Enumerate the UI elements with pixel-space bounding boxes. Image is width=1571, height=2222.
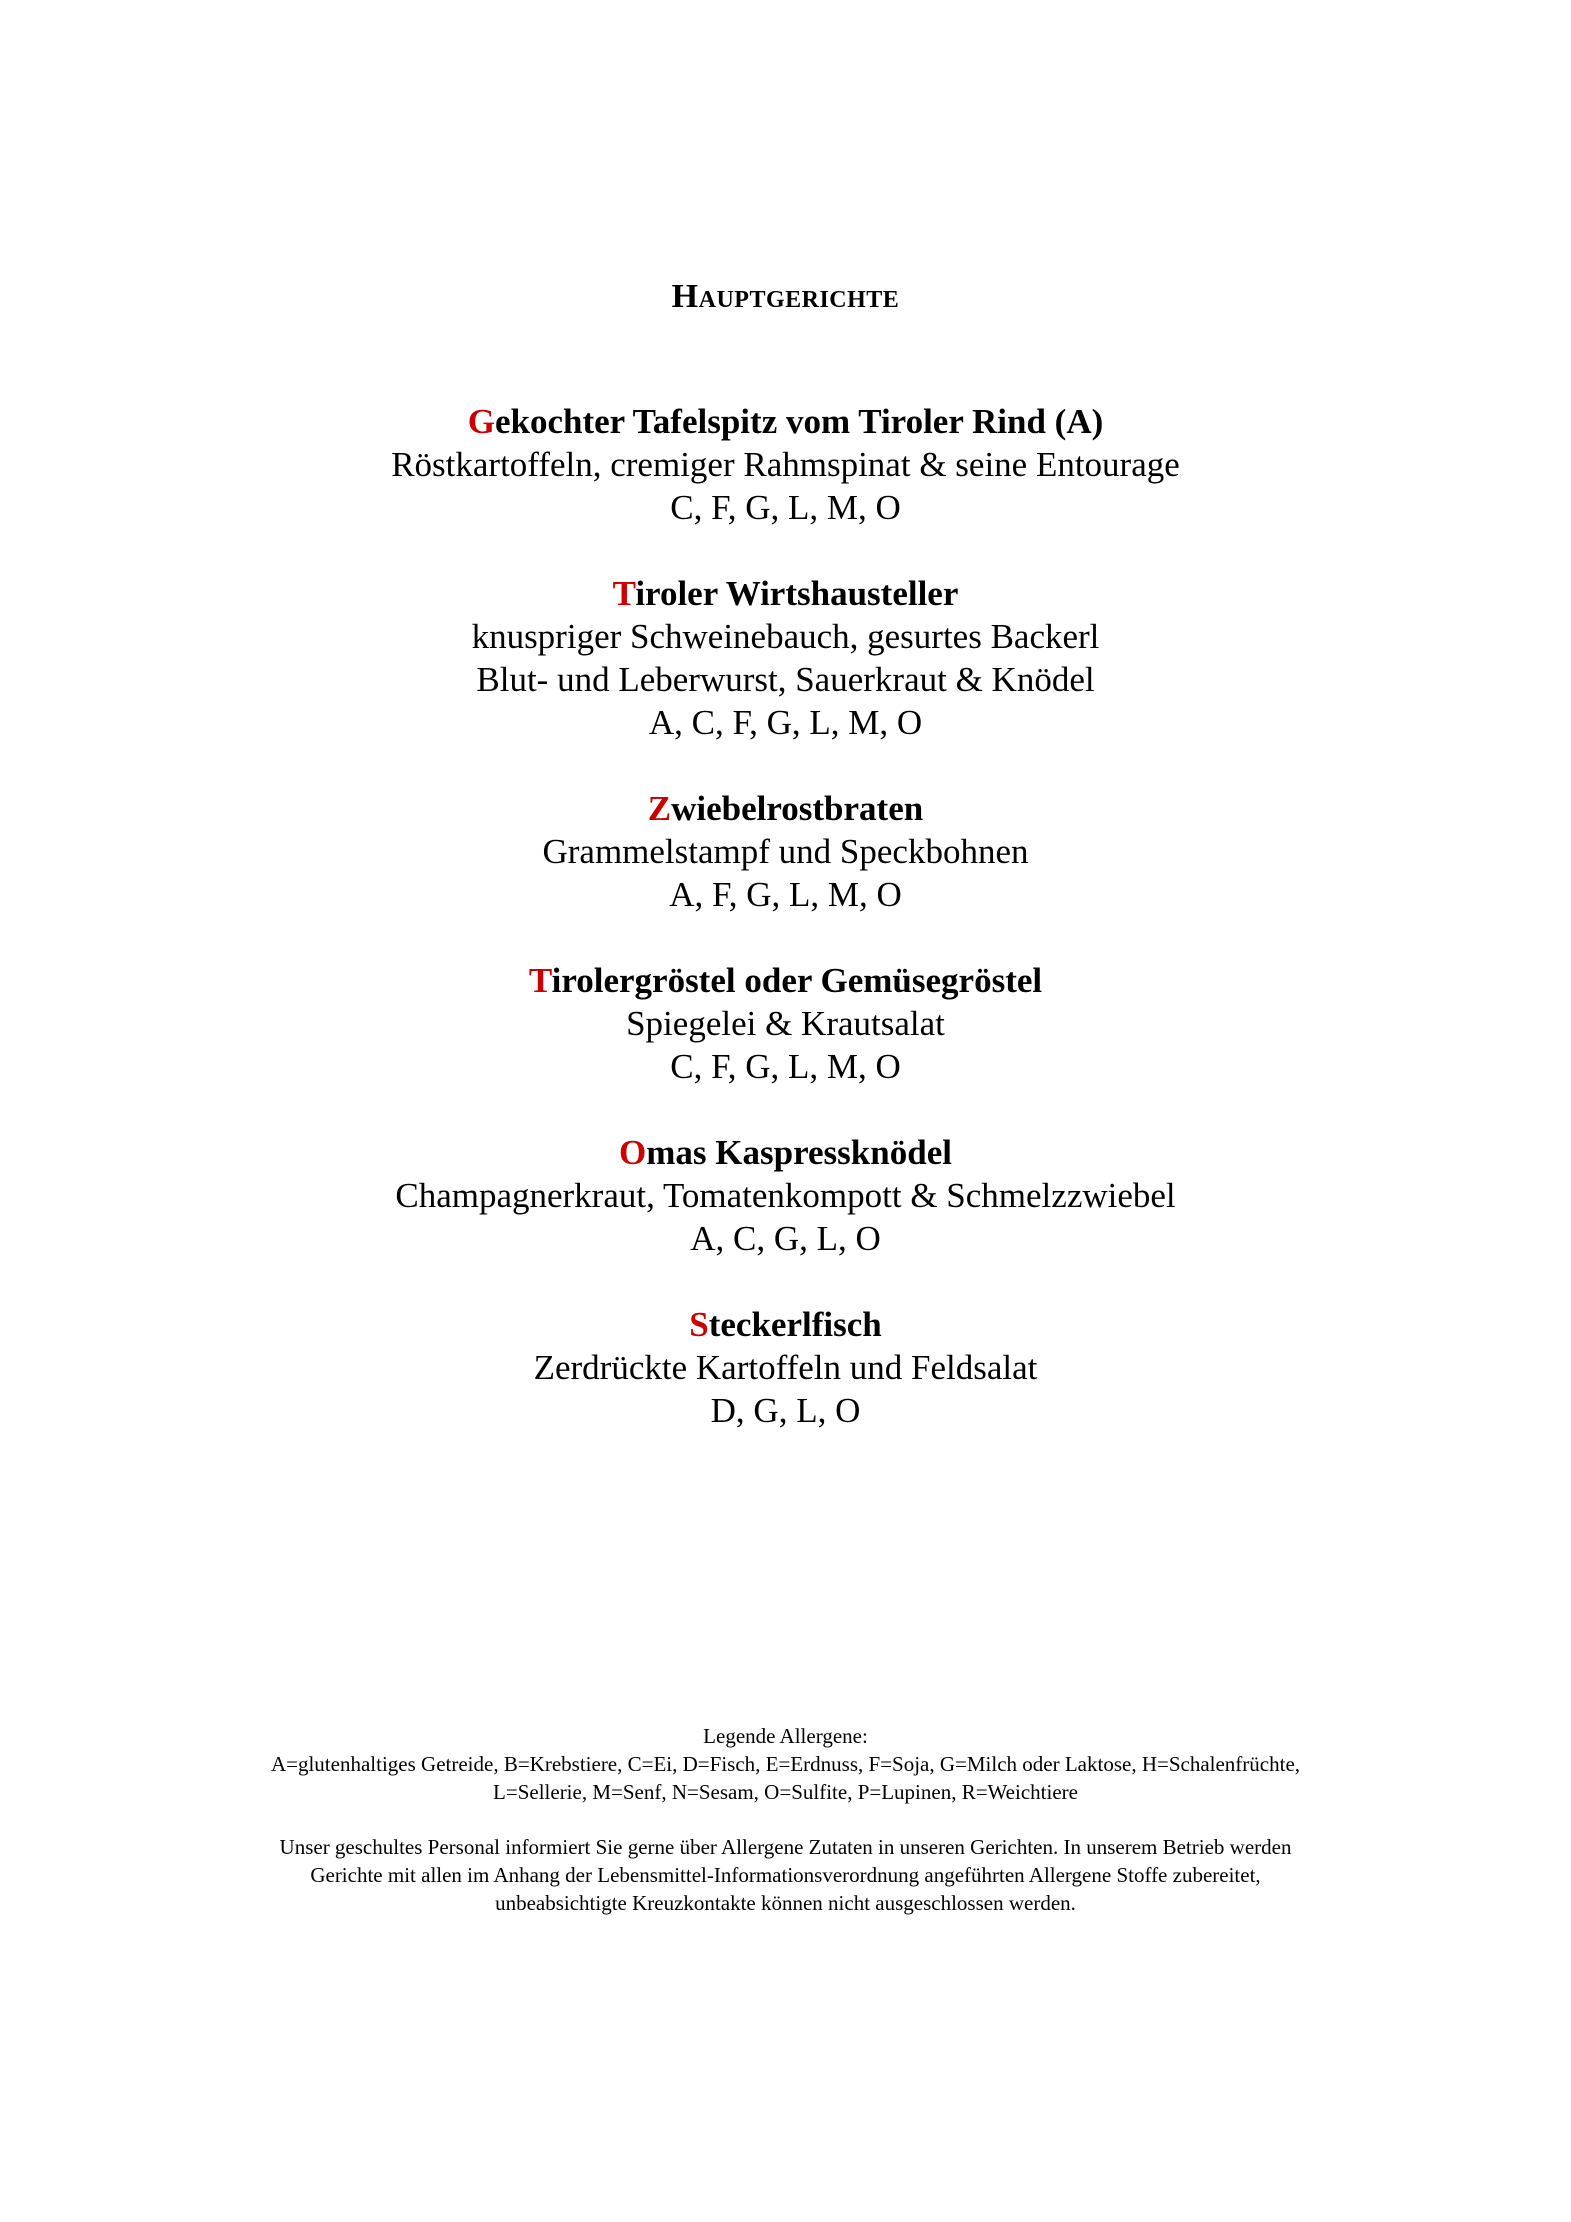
dish-allergens: D, G, L, O [710, 1391, 861, 1430]
legend-heading: Legende Allergene: [703, 1724, 868, 1748]
dish-item [0, 1303, 1571, 1432]
dish-item [0, 1131, 1571, 1260]
dish-name [0, 959, 1571, 1002]
dish-description: Zerdrückte Kartoffeln und Feldsalat [533, 1348, 1038, 1387]
dish-name-initial: T [528, 961, 552, 1000]
dish-description: Röstkartoffeln, cremiger Rahmspinat & seine Entourage [391, 445, 1180, 484]
dish-allergens: A, F, G, L, M, O [669, 875, 902, 914]
dish-allergens: A, C, F, G, L, M, O [648, 703, 923, 742]
legend-line: A=glutenhaltiges Getreide, B=Krebstiere, C=Ei, D=Fisch, E=Erdnuss, F=Soja, G=Milch oder Laktose, H=Schalenfrüchte, [270, 1752, 1301, 1776]
allergen-legend [0, 1722, 1571, 1806]
dish-item [0, 400, 1571, 529]
dish-description: Blut- und Leberwurst, Sauerkraut & Knödel [476, 660, 1095, 699]
dish-name-initial: G [467, 402, 495, 441]
allergen-notice [0, 1833, 1571, 1917]
dish-allergens: C, F, G, L, M, O [670, 1047, 901, 1086]
dish-name [0, 400, 1571, 443]
dish-name [0, 572, 1571, 615]
dish-name-rest: iroler Wirtshausteller [635, 574, 959, 613]
dish-name-rest: teckerlfisch [708, 1305, 882, 1344]
dish-name-initial: S [689, 1305, 709, 1344]
dish-name-initial: O [619, 1133, 647, 1172]
dish-name-rest: irolergröstel oder Gemüsegröstel [551, 961, 1043, 1000]
dish-list [0, 400, 1571, 1475]
dish-name [0, 1131, 1571, 1174]
dish-name-rest: wiebelrostbraten [671, 789, 924, 828]
legend-line: L=Sellerie, M=Senf, N=Sesam, O=Sulfite, P=Lupinen, R=Weichtiere [493, 1780, 1078, 1804]
dish-name [0, 1303, 1571, 1346]
dish-description: Spiegelei & Krautsalat [626, 1004, 945, 1043]
section-title: Hauptgerichte [671, 278, 900, 315]
dish-item [0, 787, 1571, 916]
dish-name-rest: mas Kaspressknödel [646, 1133, 952, 1172]
dish-item [0, 959, 1571, 1088]
dish-item [0, 572, 1571, 744]
notice-line: Gerichte mit allen im Anhang der Lebensmittel-Informationsverordnung angeführten Allergene Stoffe zubereitet, [310, 1863, 1261, 1887]
dish-allergens: C, F, G, L, M, O [670, 488, 901, 527]
dish-name-initial: T [612, 574, 636, 613]
notice-line: unbeabsichtigte Kreuzkontakte können nicht ausgeschlossen werden. [495, 1891, 1076, 1915]
dish-description: Grammelstampf und Speckbohnen [542, 832, 1029, 871]
notice-line: Unser geschultes Personal informiert Sie gerne über Allergene Zutaten in unseren Gerichten. In unserem Betrieb werden [279, 1835, 1292, 1859]
dish-name-rest: ekochter Tafelspitz vom Tiroler Rind (A) [494, 402, 1104, 441]
dish-name [0, 787, 1571, 830]
dish-description: knuspriger Schweinebauch, gesurtes Backerl [471, 617, 1100, 656]
dish-description: Champagnerkraut, Tomatenkompott & Schmelzzwiebel [395, 1176, 1176, 1215]
dish-allergens: A, C, G, L, O [690, 1219, 881, 1258]
dish-name-initial: Z [647, 789, 672, 828]
